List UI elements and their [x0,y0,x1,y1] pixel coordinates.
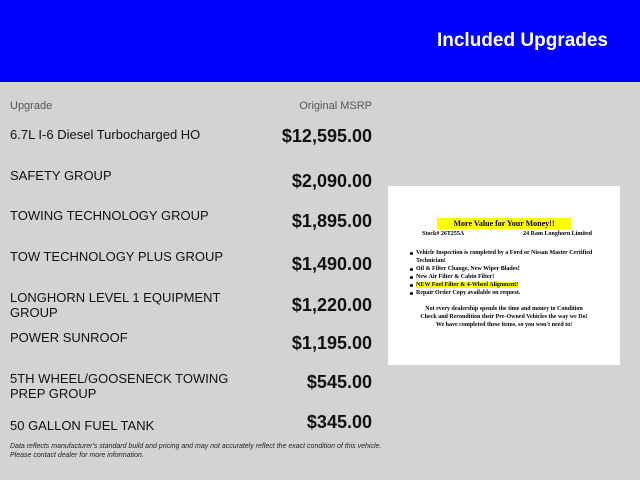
upgrade-price: $2,090.00 [291,170,372,191]
flyer-stock-line [422,231,592,237]
upgrade-price: $12,595.00 [281,126,372,146]
header-banner [0,0,640,82]
page-title: Included Upgrades [436,30,608,51]
upgrade-row [10,165,372,206]
disclaimer-text: Data reflects manufacturer's standard build and pricing and may not accurately reflect the exact condition of this vehicle. Please contact dealer for more information. [10,443,382,459]
upgrade-price: $1,895.00 [291,211,372,232]
flyer-footer-text: Not every dealership spends the time and money to Condition Check and Recondition their Pre-Owned Vehicles the way we Do! We have completed these items, so you won't need to! [420,306,588,328]
upgrade-price: $1,220.00 [291,294,372,315]
flyer-checklist [410,249,610,297]
flyer-list-item: Vehicle Inspection is completed by a Ford or Nissan Master Certified Technician! [410,249,610,265]
upgrade-name: SAFETY GROUP [10,167,112,183]
upgrade-row [10,124,372,165]
upgrade-name: 5TH WHEEL/GOOSENECK TOWING PREP GROUP [10,371,229,402]
flyer-list-item: New Air Filter & Cabin Filter! [410,273,610,281]
upgrade-row [10,287,372,328]
flyer-list-item: Repair Order Copy available on request. [410,289,610,297]
upgrade-row [10,327,372,368]
msrp-column-header: Original MSRP [299,100,372,112]
upgrade-column-header: Upgrade [10,100,53,112]
upgrade-price: $345.00 [306,411,372,432]
value-flyer-image [388,186,620,365]
flyer-headline: More Value for Your Money!! [437,218,571,229]
upgrade-row [10,246,372,287]
upgrade-name: TOW TECHNOLOGY PLUS GROUP [10,249,224,265]
upgrade-price: $545.00 [306,372,372,393]
upgrade-price: $1,490.00 [291,254,372,275]
upgrade-name: 50 GALLON FUEL TANK [10,417,155,433]
upgrade-price: $1,195.00 [291,333,372,354]
flyer-stock-number: Stock# 26T255A [422,231,465,237]
upgrade-name: TOWING TECHNOLOGY GROUP [10,208,209,224]
flyer-vehicle: 24 Ram Longhorn Limited [523,231,592,237]
upgrade-row [10,368,372,409]
flyer-list-item: NEW Fuel Filter & 4-Wheel Alignment! [410,281,610,289]
upgrade-name: LONGHORN LEVEL 1 EQUIPMENT GROUP [10,289,221,320]
upgrade-name: 6.7L I-6 Diesel Turbocharged HO [10,127,201,142]
upgrade-name: POWER SUNROOF [10,330,128,346]
upgrades-list [10,124,372,450]
flyer-list-item: Oil & Filter Change, New Wiper Blades! [410,265,610,273]
upgrade-row [10,205,372,246]
